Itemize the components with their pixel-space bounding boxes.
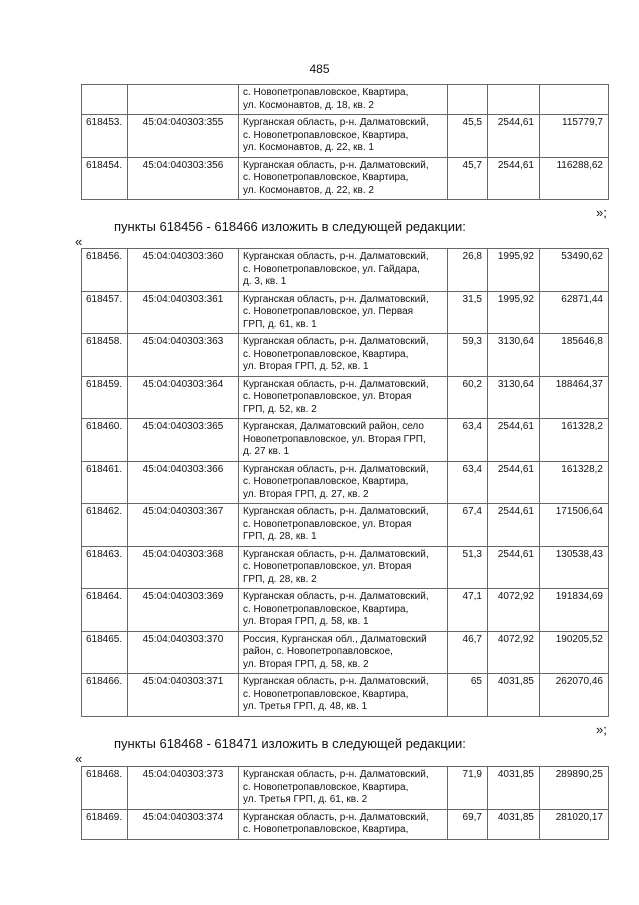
property-table-2 [81, 248, 609, 717]
area-value: 51,3 [448, 546, 488, 589]
cadastral-number: 45:04:040303:355 [128, 115, 239, 158]
rate-value: 2544,61 [488, 115, 540, 158]
cost-value: 115779,7 [540, 115, 609, 158]
table-row [82, 376, 609, 419]
opening-quote: « [75, 751, 83, 766]
rate-value [488, 85, 540, 115]
table-row [82, 809, 609, 839]
property-address: Курганская область, р-н. Далматовский, с. Новопетропавловское, ул. Вторая ГРП, д. 52, кв. 2 [239, 376, 448, 419]
property-address: Курганская область, р-н. Далматовский, с. Новопетропавловское, Квартира, ул. Третья ГРП, д. 48, кв. 1 [239, 674, 448, 717]
rate-value: 4072,92 [488, 589, 540, 632]
record-number [82, 85, 128, 115]
amendment-instruction: пункты 618456 - 618466 изложить в следующей редакции: [114, 219, 466, 234]
rate-value: 1995,92 [488, 291, 540, 334]
opening-quote: « [75, 234, 83, 249]
record-number: 618458. [82, 334, 128, 377]
cost-value: 116288,62 [540, 157, 609, 200]
property-address: Курганская область, р-н. Далматовский, с. Новопетропавловское, ул. Первая ГРП, д. 61, кв. 1 [239, 291, 448, 334]
table-body [82, 85, 609, 200]
table-row [82, 334, 609, 377]
cost-value: 188464,37 [540, 376, 609, 419]
property-address: Курганская область, р-н. Далматовский, с. Новопетропавловское, ул. Гайдара, д. 3, кв. 1 [239, 249, 448, 292]
table-row [82, 157, 609, 200]
area-value: 45,5 [448, 115, 488, 158]
area-value: 46,7 [448, 631, 488, 674]
rate-value: 3130,64 [488, 376, 540, 419]
record-number: 618463. [82, 546, 128, 589]
rate-value: 2544,61 [488, 546, 540, 589]
rate-value: 4072,92 [488, 631, 540, 674]
record-number: 618468. [82, 767, 128, 810]
area-value: 47,1 [448, 589, 488, 632]
record-number: 618454. [82, 157, 128, 200]
table-row [82, 674, 609, 717]
cost-value: 53490,62 [540, 249, 609, 292]
cadastral-number: 45:04:040303:371 [128, 674, 239, 717]
area-value: 65 [448, 674, 488, 717]
record-number: 618461. [82, 461, 128, 504]
table-row [82, 461, 609, 504]
cost-value: 161328,2 [540, 419, 609, 462]
area-value: 63,4 [448, 419, 488, 462]
record-number: 618466. [82, 674, 128, 717]
property-address: Курганская область, р-н. Далматовский, с. Новопетропавловское, Квартира, ул. Космонавтов, д. 22, кв. 1 [239, 115, 448, 158]
amendment-instruction: пункты 618468 - 618471 изложить в следующей редакции: [114, 736, 466, 751]
record-number: 618456. [82, 249, 128, 292]
property-address: с. Новопетропавловское, Квартира, ул. Космонавтов, д. 18, кв. 2 [239, 85, 448, 115]
property-address: Курганская область, р-н. Далматовский, с. Новопетропавловское, Квартира, ул. Вторая ГРП, д. 27, кв. 2 [239, 461, 448, 504]
cadastral-number: 45:04:040303:363 [128, 334, 239, 377]
cadastral-number: 45:04:040303:373 [128, 767, 239, 810]
record-number: 618453. [82, 115, 128, 158]
table-row [82, 291, 609, 334]
table-row [82, 504, 609, 547]
table-row [82, 767, 609, 810]
rate-value: 3130,64 [488, 334, 540, 377]
cost-value: 190205,52 [540, 631, 609, 674]
closing-quote: »; [596, 722, 607, 737]
rate-value: 2544,61 [488, 157, 540, 200]
cost-value: 191834,69 [540, 589, 609, 632]
property-address: Курганская область, р-н. Далматовский, с. Новопетропавловское, ул. Вторая ГРП, д. 28, кв. 2 [239, 546, 448, 589]
property-address: Россия, Курганская обл., Далматовский район, с. Новопетропавловское, ул. Вторая ГРП, д. 58, кв. 2 [239, 631, 448, 674]
cadastral-number [128, 85, 239, 115]
record-number: 618462. [82, 504, 128, 547]
cadastral-number: 45:04:040303:365 [128, 419, 239, 462]
area-value: 67,4 [448, 504, 488, 547]
cost-value: 161328,2 [540, 461, 609, 504]
cadastral-number: 45:04:040303:360 [128, 249, 239, 292]
closing-quote: »; [596, 205, 607, 220]
rate-value: 4031,85 [488, 809, 540, 839]
table-row [82, 631, 609, 674]
table-body [82, 249, 609, 717]
cadastral-number: 45:04:040303:364 [128, 376, 239, 419]
cadastral-number: 45:04:040303:369 [128, 589, 239, 632]
property-address: Курганская область, р-н. Далматовский, с. Новопетропавловское, Квартира, [239, 809, 448, 839]
cadastral-number: 45:04:040303:367 [128, 504, 239, 547]
area-value: 60,2 [448, 376, 488, 419]
property-address: Курганская область, р-н. Далматовский, с. Новопетропавловское, Квартира, ул. Вторая ГРП, д. 58, кв. 1 [239, 589, 448, 632]
rate-value: 2544,61 [488, 419, 540, 462]
cadastral-number: 45:04:040303:368 [128, 546, 239, 589]
rate-value: 2544,61 [488, 504, 540, 547]
area-value: 31,5 [448, 291, 488, 334]
area-value: 71,9 [448, 767, 488, 810]
table-row [82, 85, 609, 115]
record-number: 618459. [82, 376, 128, 419]
cost-value: 171506,64 [540, 504, 609, 547]
property-table-3 [81, 766, 609, 840]
rate-value: 4031,85 [488, 767, 540, 810]
table-row [82, 419, 609, 462]
cost-value: 281020,17 [540, 809, 609, 839]
cost-value: 262070,46 [540, 674, 609, 717]
cadastral-number: 45:04:040303:366 [128, 461, 239, 504]
area-value: 69,7 [448, 809, 488, 839]
rate-value: 4031,85 [488, 674, 540, 717]
cadastral-number: 45:04:040303:374 [128, 809, 239, 839]
record-number: 618464. [82, 589, 128, 632]
record-number: 618465. [82, 631, 128, 674]
record-number: 618457. [82, 291, 128, 334]
cost-value: 289890,25 [540, 767, 609, 810]
rate-value: 2544,61 [488, 461, 540, 504]
property-address: Курганская, Далматовский район, село Новопетропавловское, ул. Вторая ГРП, д. 27 кв. 1 [239, 419, 448, 462]
property-address: Курганская область, р-н. Далматовский, с. Новопетропавловское, Квартира, ул. Третья ГРП, д. 61, кв. 2 [239, 767, 448, 810]
page-number: 485 [309, 62, 330, 76]
table-row [82, 546, 609, 589]
area-value: 26,8 [448, 249, 488, 292]
table-row [82, 249, 609, 292]
property-address: Курганская область, р-н. Далматовский, с. Новопетропавловское, ул. Вторая ГРП, д. 28, кв. 1 [239, 504, 448, 547]
cost-value: 130538,43 [540, 546, 609, 589]
table-row [82, 589, 609, 632]
cadastral-number: 45:04:040303:361 [128, 291, 239, 334]
cadastral-number: 45:04:040303:356 [128, 157, 239, 200]
cadastral-number: 45:04:040303:370 [128, 631, 239, 674]
property-address: Курганская область, р-н. Далматовский, с. Новопетропавловское, Квартира, ул. Космонавтов, д. 22, кв. 2 [239, 157, 448, 200]
area-value: 59,3 [448, 334, 488, 377]
area-value: 63,4 [448, 461, 488, 504]
table-body [82, 767, 609, 840]
table-row [82, 115, 609, 158]
area-value: 45,7 [448, 157, 488, 200]
cost-value: 62871,44 [540, 291, 609, 334]
cost-value: 185646,8 [540, 334, 609, 377]
area-value [448, 85, 488, 115]
property-address: Курганская область, р-н. Далматовский, с. Новопетропавловское, Квартира, ул. Вторая ГРП, д. 52, кв. 1 [239, 334, 448, 377]
record-number: 618469. [82, 809, 128, 839]
record-number: 618460. [82, 419, 128, 462]
property-table-1 [81, 84, 609, 200]
rate-value: 1995,92 [488, 249, 540, 292]
cost-value [540, 85, 609, 115]
